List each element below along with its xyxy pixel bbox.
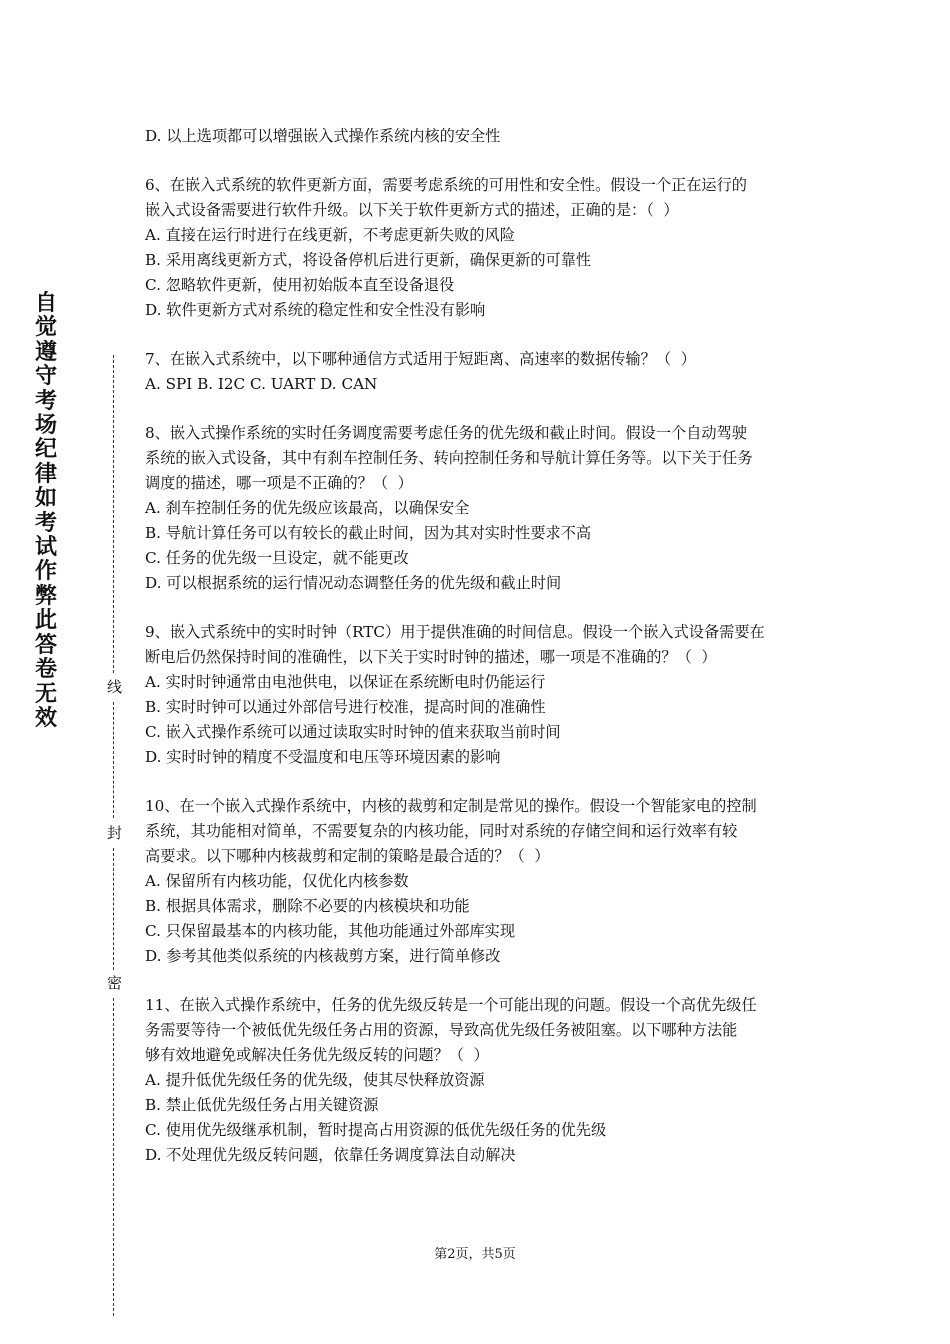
- answer-option: D. 实时时钟的精度不受温度和电压等环境因素的影响: [145, 748, 501, 766]
- carry-over-option: D. 以上选项都可以增强嵌入式操作系统内核的安全性: [145, 127, 501, 145]
- question-text: [145, 347, 810, 372]
- answer-option: B. 根据具体需求，删除不必要的内核模块和功能: [145, 897, 470, 915]
- question-text: 嵌入式设备需要进行软件升级。以下关于软件更新方式的描述，正确的是：（ ）: [145, 201, 679, 219]
- warning-char: 如: [34, 486, 57, 512]
- answer-option: B. 实时时钟可以通过外部信号进行校准，提高时间的准确性: [145, 698, 546, 716]
- answer-option: C. 使用优先级继承机制，暂时提高占用资源的低优先级任务的优先级: [145, 1121, 607, 1139]
- warning-char: 卷: [34, 657, 57, 683]
- question-block: [145, 149, 810, 323]
- binding-line: [113, 848, 114, 970]
- question-text-line: 在一个嵌入式操作系统中，内核的裁剪和定制是常见的操作。假设一个智能家电的控制: [179, 797, 757, 815]
- question-text: 调度的描述，哪一项是不正确的？（ ）: [145, 474, 413, 492]
- answer-option: A. 刹车控制任务的优先级应该最高，以确保安全: [145, 499, 470, 517]
- answer-option: A. 实时时钟通常由电池供电，以保证在系统断电时仍能运行: [145, 673, 546, 691]
- answer-option: C. 任务的优先级一旦设定，就不能更改: [145, 549, 409, 567]
- warning-char: 自: [34, 291, 57, 316]
- question-number: 9、: [145, 623, 170, 641]
- question-text: [145, 993, 810, 1018]
- question-block: [145, 397, 810, 596]
- warning-char: 效: [34, 705, 57, 731]
- question-text: [145, 173, 810, 198]
- answer-option: D. 参考其他类似系统的内核裁剪方案，进行简单修改: [145, 947, 501, 965]
- answer-option: A. SPI B. I2C C. UART D. CAN: [145, 375, 378, 393]
- question-block: [145, 596, 810, 770]
- warning-char: 弊: [34, 583, 57, 609]
- question-text: 系统，其功能相对简单，不需要复杂的内核功能，同时对系统的存储空间和运行效率有较: [145, 822, 738, 840]
- question-block: [145, 770, 810, 969]
- question-number: 6、: [145, 176, 170, 194]
- answer-option: C. 只保留最基本的内核功能，其他功能通过外部库实现: [145, 922, 516, 940]
- question-block: [145, 969, 810, 1168]
- answer-option: C. 嵌入式操作系统可以通过读取实时时钟的值来获取当前时间: [145, 723, 561, 741]
- warning-char: 觉: [34, 315, 57, 341]
- warning-char: 场: [34, 413, 57, 439]
- answer-option: D. 软件更新方式对系统的稳定性和安全性没有影响: [145, 301, 486, 319]
- question-text-line: 在嵌入式操作系统中，任务的优先级反转是一个可能出现的问题。假设一个高优先级任: [179, 996, 757, 1014]
- answer-option: C. 忽略软件更新，使用初始版本直至设备退役: [145, 276, 455, 294]
- question-text: 系统的嵌入式设备，其中有刹车控制任务、转向控制任务和导航计算任务等。以下关于任务: [145, 449, 753, 467]
- warning-char: 考: [34, 510, 57, 536]
- exam-discipline-warning: [28, 292, 64, 731]
- question-number: 10、: [145, 797, 180, 815]
- question-number: 7、: [145, 350, 170, 368]
- binding-line: [113, 355, 114, 673]
- question-text-line: 在嵌入式系统中，以下哪种通信方式适用于短距离、高速率的数据传输？（ ）: [169, 350, 696, 368]
- answer-option: B. 导航计算任务可以有较长的截止时间，因为其对实时性要求不高: [145, 524, 592, 542]
- answer-option: A. 直接在运行时进行在线更新，不考虑更新失败的风险: [145, 226, 515, 244]
- answer-option: B. 禁止低优先级任务占用关键资源: [145, 1096, 379, 1114]
- question-number: 11、: [145, 996, 180, 1014]
- question-text-line: 嵌入式操作系统的实时任务调度需要考虑任务的优先级和截止时间。假设一个自动驾驶: [169, 424, 747, 442]
- warning-char: 无: [34, 681, 57, 707]
- question-text: 高要求。以下哪种内核裁剪和定制的策略是最合适的？（ ）: [145, 847, 550, 865]
- warning-char: 此: [34, 608, 57, 634]
- question-block: [145, 323, 810, 397]
- page-number: 第2页，共5页: [434, 1247, 516, 1262]
- warning-char: 答: [34, 632, 57, 658]
- question-number: 8、: [145, 424, 170, 442]
- question-text: [145, 421, 810, 446]
- binding-line: [113, 998, 114, 1316]
- answer-option: D. 不处理优先级反转问题，依靠任务调度算法自动解决: [145, 1146, 516, 1164]
- question-text-line: 嵌入式系统中的实时时钟（RTC）用于提供准确的时间信息。假设一个嵌入式设备需要在: [169, 623, 765, 641]
- answer-option: A. 保留所有内核功能，仅优化内核参数: [145, 872, 409, 890]
- binding-line: [113, 702, 114, 818]
- binding-mark-mi: 密: [105, 975, 123, 990]
- warning-char: 纪: [34, 437, 57, 463]
- binding-mark-feng: 封: [105, 825, 123, 840]
- question-text: 务需要等待一个被低优先级任务占用的资源，导致高优先级任务被阻塞。以下哪种方法能: [145, 1021, 738, 1039]
- answer-option: B. 采用离线更新方式，将设备停机后进行更新，确保更新的可靠性: [145, 251, 592, 269]
- warning-char: 守: [34, 364, 57, 390]
- binding-mark-xian: 线: [105, 679, 123, 694]
- answer-option: D. 可以根据系统的运行情况动态调整任务的优先级和截止时间: [145, 574, 562, 592]
- warning-char: 试: [34, 535, 57, 561]
- warning-char: 作: [34, 559, 57, 585]
- warning-char: 律: [34, 461, 57, 487]
- question-text: [145, 620, 810, 645]
- question-text: [145, 794, 810, 819]
- answer-option: A. 提升低优先级任务的优先级，使其尽快释放资源: [145, 1071, 485, 1089]
- question-text-line: 在嵌入式系统的软件更新方面，需要考虑系统的可用性和安全性。假设一个正在运行的: [169, 176, 747, 194]
- question-list: [145, 124, 810, 1168]
- question-text: 断电后仍然保持时间的准确性，以下关于实时时钟的描述，哪一项是不准确的？（ ）: [145, 648, 717, 666]
- warning-char: 遵: [34, 339, 57, 365]
- question-text: 够有效地避免或解决任务优先级反转的问题？（ ）: [145, 1046, 489, 1064]
- warning-char: 考: [34, 388, 57, 414]
